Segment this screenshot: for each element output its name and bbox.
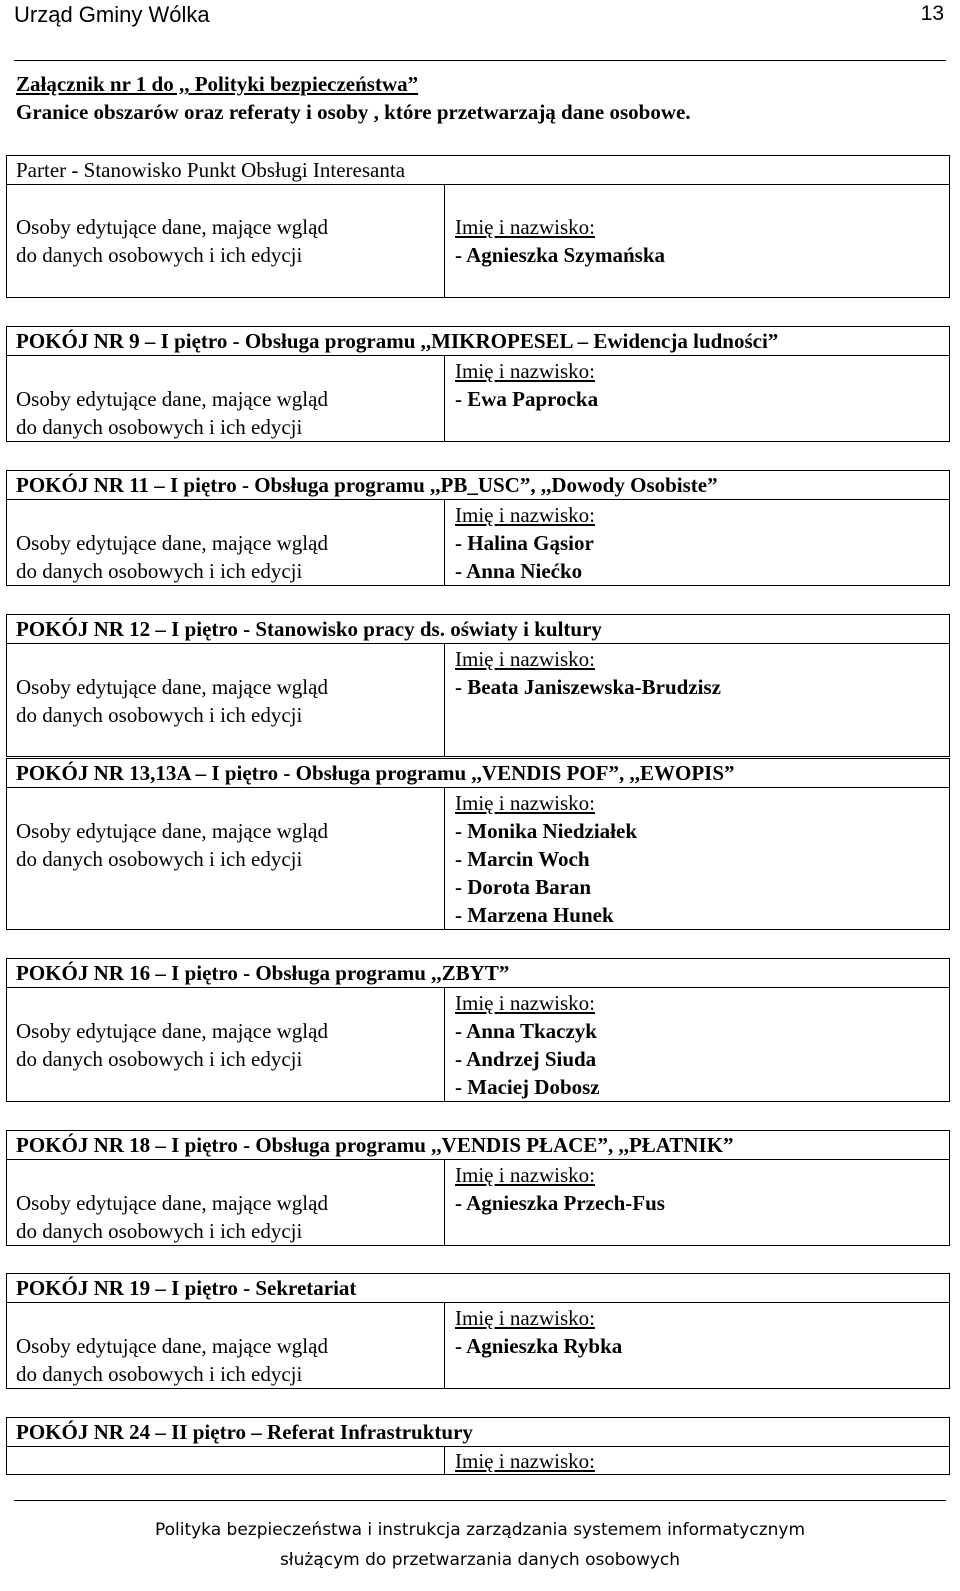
name-label: Imię i nazwisko: xyxy=(455,215,595,239)
footer xyxy=(0,1515,960,1575)
column-divider xyxy=(444,500,445,586)
document-subtitle: Granice obszarów oraz referaty i osoby , które przetwarzają dane osobowe. xyxy=(16,100,691,124)
left-label-line1: Osoby edytujące dane, mające wgląd xyxy=(16,1191,328,1215)
left-label-line1: Osoby edytujące dane, mające wgląd xyxy=(16,215,328,239)
left-label-line1: Osoby edytujące dane, mające wgląd xyxy=(16,1019,328,1043)
left-label-line2: do danych osobowych i ich edycji xyxy=(16,415,303,439)
section-pokoj-13 xyxy=(6,758,950,930)
header-rule xyxy=(14,60,946,61)
section-title: POKÓJ NR 13,13A – I piętro - Obsługa programu ,,VENDIS POF”, ,,EWOPIS” xyxy=(7,759,949,788)
person-name: - Agnieszka Przech-Fus xyxy=(455,1191,665,1215)
person-name: - Anna Tkaczyk xyxy=(455,1019,597,1043)
section-title: POKÓJ NR 12 – I piętro - Stanowisko pracy ds. oświaty i kultury xyxy=(7,615,949,644)
section-pokoj-19 xyxy=(6,1273,950,1389)
section-title: POKÓJ NR 16 – I piętro - Obsługa programu ,,ZBYT” xyxy=(7,959,949,988)
person-name: - Anna Niećko xyxy=(455,559,583,583)
left-label-line1: Osoby edytujące dane, mające wgląd xyxy=(16,531,328,555)
left-label-line2: do danych osobowych i ich edycji xyxy=(16,1362,303,1386)
section-pokoj-18 xyxy=(6,1130,950,1246)
left-label-line2: do danych osobowych i ich edycji xyxy=(16,559,303,583)
column-divider xyxy=(444,185,445,297)
name-label: Imię i nazwisko: xyxy=(455,1449,595,1473)
section-title: POKÓJ NR 19 – I piętro - Sekretariat xyxy=(7,1274,949,1303)
left-label-line1: Osoby edytujące dane, mające wgląd xyxy=(16,387,328,411)
section-title: Parter - Stanowisko Punkt Obsługi Interesanta xyxy=(7,156,949,185)
section-title: POKÓJ NR 9 – I piętro - Obsługa programu ,,MIKROPESEL – Ewidencja ludności” xyxy=(7,327,949,356)
footer-rule xyxy=(14,1500,946,1501)
person-name: - Monika Niedziałek xyxy=(455,819,637,843)
person-name: - Andrzej Siuda xyxy=(455,1047,597,1071)
footer-line2: służącym do przetwarzania danych osobowych xyxy=(279,1550,681,1570)
section-title: POKÓJ NR 11 – I piętro - Obsługa programu ,,PB_USC”, ,,Dowody Osobiste” xyxy=(7,471,949,500)
header-org: Urząd Gminy Wólka xyxy=(14,2,210,27)
left-label-line1: Osoby edytujące dane, mające wgląd xyxy=(16,819,328,843)
person-name: - Marcin Woch xyxy=(455,847,590,871)
column-divider xyxy=(444,788,445,930)
person-name: - Ewa Paprocka xyxy=(455,387,599,411)
column-divider xyxy=(444,1160,445,1246)
name-label: Imię i nazwisko: xyxy=(455,359,595,383)
section-title: POKÓJ NR 18 – I piętro - Obsługa programu ,,VENDIS PŁACE”, ,,PŁATNIK” xyxy=(7,1131,949,1160)
name-label: Imię i nazwisko: xyxy=(455,1163,595,1187)
name-label: Imię i nazwisko: xyxy=(455,1306,595,1330)
column-divider xyxy=(444,356,445,442)
document-title: Załącznik nr 1 do ,, Polityki bezpieczeństwa” xyxy=(16,72,419,96)
name-label: Imię i nazwisko: xyxy=(455,791,595,815)
person-name: - Marzena Hunek xyxy=(455,903,614,927)
name-label: Imię i nazwisko: xyxy=(455,503,595,527)
footer-line1: Polityka bezpieczeństwa i instrukcja zarządzania systemem informatycznym xyxy=(154,1520,806,1540)
section-pokoj-11 xyxy=(6,470,950,586)
left-label-line1: Osoby edytujące dane, mające wgląd xyxy=(16,675,328,699)
name-label: Imię i nazwisko: xyxy=(455,647,595,671)
column-divider xyxy=(444,988,445,1102)
section-pokoj-12 xyxy=(6,614,950,757)
person-name: - Dorota Baran xyxy=(455,875,592,899)
column-divider xyxy=(444,1447,445,1475)
person-name: - Beata Janiszewska-Brudzisz xyxy=(455,675,721,699)
left-label-line2: do danych osobowych i ich edycji xyxy=(16,847,303,871)
left-label-line2: do danych osobowych i ich edycji xyxy=(16,1047,303,1071)
name-label: Imię i nazwisko: xyxy=(455,991,595,1015)
column-divider xyxy=(444,644,445,757)
person-name: - Maciej Dobosz xyxy=(455,1075,600,1099)
page-number: 13 xyxy=(920,2,944,25)
left-label-line2: do danych osobowych i ich edycji xyxy=(16,1219,303,1243)
section-pokoj-16 xyxy=(6,958,950,1102)
section-pokoj-24 xyxy=(6,1417,950,1475)
left-label-line2: do danych osobowych i ich edycji xyxy=(16,243,303,267)
section-pokoj-9 xyxy=(6,326,950,442)
person-name: - Agnieszka Szymańska xyxy=(455,243,666,267)
person-name: - Halina Gąsior xyxy=(455,531,594,555)
section-parter xyxy=(6,155,950,298)
section-title: POKÓJ NR 24 – II piętro – Referat Infrastruktury xyxy=(7,1418,949,1447)
person-name: - Agnieszka Rybka xyxy=(455,1334,623,1358)
left-label-line1: Osoby edytujące dane, mające wgląd xyxy=(16,1334,328,1358)
column-divider xyxy=(444,1303,445,1389)
left-label-line2: do danych osobowych i ich edycji xyxy=(16,703,303,727)
